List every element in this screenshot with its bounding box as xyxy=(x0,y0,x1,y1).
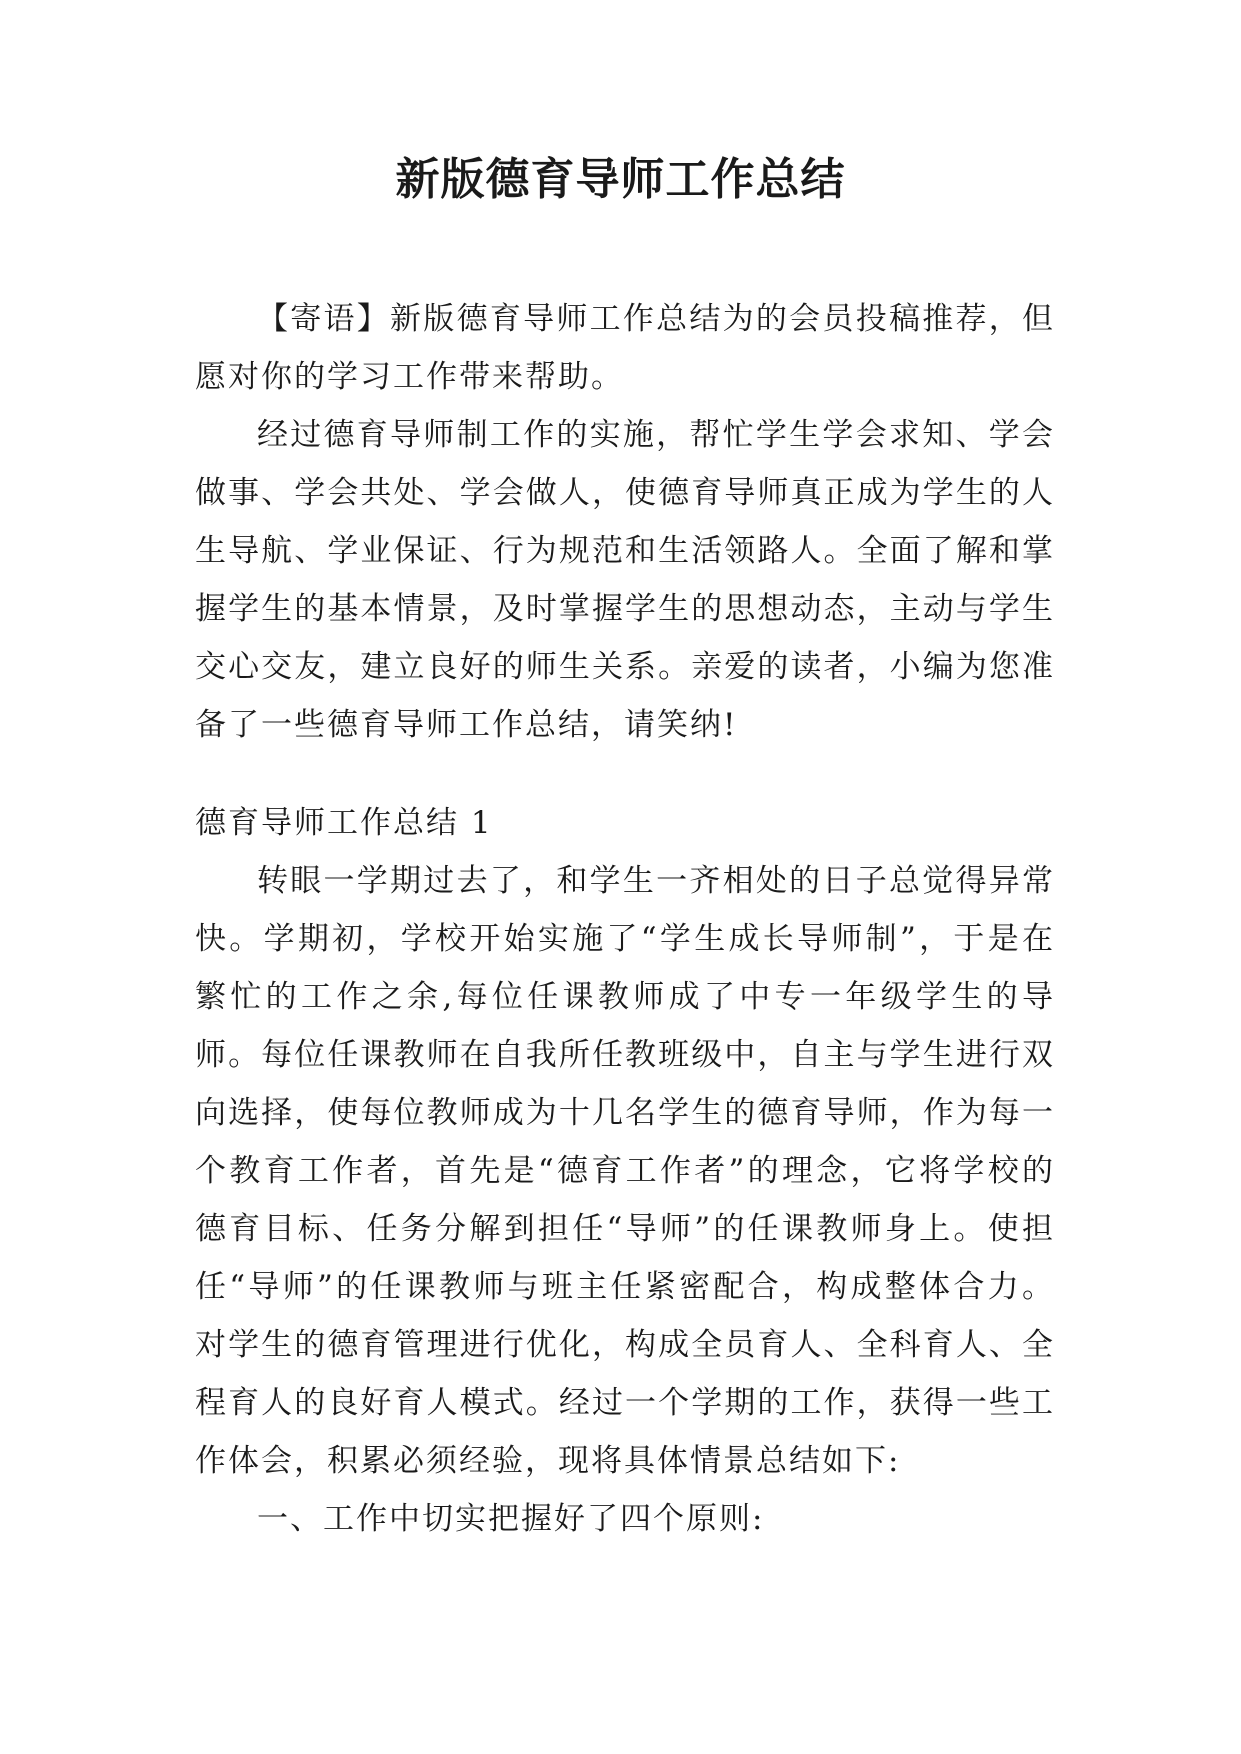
document-title: 新版德育导师工作总结 xyxy=(395,154,846,205)
section-heading: 德育导师工作总结 1 xyxy=(195,805,493,841)
section-paragraph: 一、工作中切实把握好了四个原则: xyxy=(257,1501,765,1537)
section-paragraph: 转眼一学期过去了，和学生一齐相处的日子总觉得异常快。学期初，学校开始实施了“学生成长导师制”，于是在繁忙的工作之余,每位任课教师成了中专一年级学生的导师。每位任课教师在自我所任教班级中，自主与学生进行双向选择，使每位教师成为十几名学生的德育导师，作为每一个教育工作者，首先是“德育工作者”的理念，它将学校的德育目标、任务分解到担任“导师”的任课教师身上。使担任“导师”的任课教师与班主任紧密配合，构成整体合力。对学生的德育管理进行优化，构成全员育人、全科育人、全程育人的良好育人模式。经过一个学期的工作，获得一些工作体会，积累必须经验，现将具体情景总结如下: xyxy=(195,863,1055,1479)
intro-paragraph: 【寄语】新版德育导师工作总结为的会员投稿推荐，但愿对你的学习工作带来帮助。 xyxy=(195,301,1055,395)
document-body xyxy=(195,290,1055,1548)
intro-paragraph: 经过德育导师制工作的实施，帮忙学生学会求知、学会做事、学会共处、学会做人，使德育导师真正成为学生的人生导航、学业保证、行为规范和生活领路人。全面了解和掌握学生的基本情景，及时掌握学生的思想动态，主动与学生交心交友，建立良好的师生关系。亲爱的读者，小编为您准备了一些德育导师工作总结，请笑纳! xyxy=(195,417,1055,743)
